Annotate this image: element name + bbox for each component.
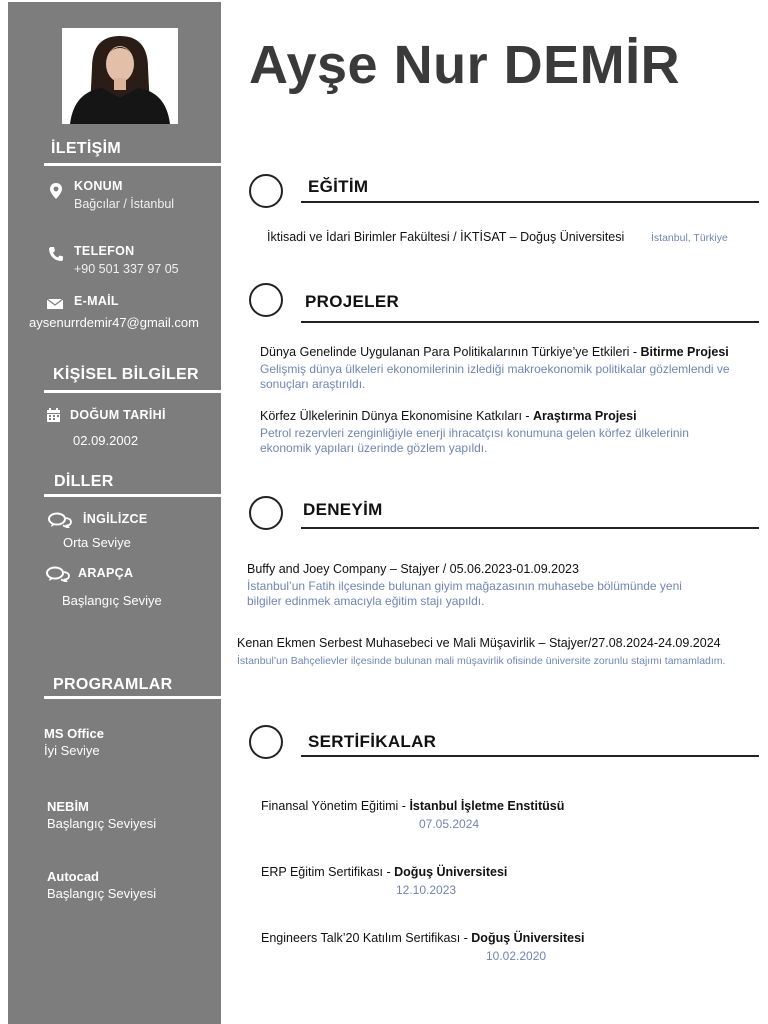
education-title: EĞİTİM [308,177,369,196]
experience-1-desc: İstanbul’un Fatih ilçesinde bulunan giyim mağazasının muhasebe bölümünde yeni bilgiler edinmek amacıyla eğitim stajı yapıldı. [247,579,682,608]
certificate-3-date: 10.02.2020 [486,949,547,963]
experience-circle [249,496,283,530]
birth-label: DOĞUM TARİHİ [70,408,166,422]
personal-divider [44,390,221,393]
certificate-3-org: Doğuş Üniversitesi [471,931,585,945]
location-pin-icon [48,182,64,198]
languages-title: DİLLER [54,473,114,490]
language-1-level: Orta Seviye [63,535,131,550]
experience-2-desc: İstanbul’un Bahçelievler ilçesinde bulunan mali müşavirlik ofisinde üniversite zorunlu stajımı tamamladım. [237,655,726,667]
project-2-header [260,409,637,423]
experience-title: DENEYİM [303,500,383,519]
contact-divider [44,163,221,166]
certificate-2-date: 12.10.2023 [396,883,457,897]
project-1-type: Bitirme Projesi [640,345,729,359]
program-2 [47,798,156,832]
project-2-name: Körfez Ülkelerinin Dünya Ekonomisine Katkıları - [260,409,534,423]
projects-circle [249,283,283,317]
profile-photo [62,28,178,124]
project-1-name: Dünya Genelinde Uygulanan Para Politikalarının Türkiye’ye Etkileri - [260,345,641,359]
phone-block [74,244,179,276]
envelope-icon [46,298,62,314]
person-name: Ayşe Nur DEMİR [249,35,681,95]
birth-block [70,408,166,422]
project-1-header [260,345,729,359]
education-divider [301,201,759,203]
chat-bubbles-icon [46,566,62,582]
certificates-circle [249,725,283,759]
location-label: KONUM [74,179,123,193]
projects-title: PROJELER [305,292,400,311]
project-1-desc: Gelişmiş dünya ülkeleri ekonomilerinin izlediği makroekonomik politikalar gözlemlendi ve sonuçları araştırıldı. [260,362,730,391]
email-value[interactable]: aysenurrdemir47@gmail.com [29,315,199,330]
certificate-1 [261,799,564,813]
program-3-level: Başlangıç Seviyesi [47,886,157,901]
certificates-title: SERTİFİKALAR [308,732,437,751]
experience-divider [301,527,759,529]
program-3 [47,868,156,902]
birth-value: 02.09.2002 [73,433,139,448]
contact-title: İLETİŞİM [51,140,121,157]
program-1-name: MS Office [44,726,104,741]
certificate-3-name: Engineers Talk’20 Katılım Sertifikası - [261,931,472,945]
certificate-1-org: İstanbul İşletme Enstitüsü [409,799,565,813]
chat-bubbles-icon [48,512,64,528]
certificates-divider [301,755,759,757]
programs-title: PROGRAMLAR [53,676,173,693]
certificate-1-name: Finansal Yönetim Eğitimi - [261,799,410,813]
email-label [74,294,119,308]
project-2-desc: Petrol rezervleri zenginliğiyle enerji ihracatçısı konumuna gelen körfez ülkelerinin ekonomik yapıları üzerinde gözlem yapıldı. [260,426,689,455]
certificate-1-date: 07.05.2024 [419,817,480,831]
education-location: İstanbul, Türkiye [651,232,728,244]
certificate-2-name: ERP Eğitim Sertifikası - [261,865,395,879]
program-1-level: İyi Seviye [44,743,100,758]
program-3-name: Autocad [47,869,99,884]
phone-icon [48,246,64,262]
experience-2-header: Kenan Ekmen Serbest Muhasebeci ve Mali Müşavirlik – Stajyer/27.08.2024-24.09.2024 [237,636,721,650]
program-2-name: NEBİM [47,799,89,814]
certificate-3 [261,931,585,945]
language-1-name-text: İNGİLİZCE [83,512,148,526]
main-content [221,0,768,1024]
language-2-name-text: ARAPÇA [78,566,134,580]
program-2-level: Başlangıç Seviyesi [47,816,157,831]
email-label-text: E-MAİL [74,294,119,308]
language-1-name [83,512,148,526]
programs-divider [44,696,221,699]
phone-value[interactable]: +90 501 337 97 05 [74,262,179,276]
language-2-level: Başlangıç Seviye [62,593,162,608]
calendar-icon [46,408,62,424]
phone-label: TELEFON [74,244,135,258]
languages-divider [44,494,221,497]
program-1 [44,725,104,759]
projects-divider [301,321,759,323]
location-value: Bağcılar / İstanbul [74,197,175,211]
education-circle [249,174,283,208]
experience-1-header: Buffy and Joey Company – Stajyer / 05.06.2023-01.09.2023 [247,562,579,576]
certificate-2-org: Doğuş Üniversitesi [394,865,508,879]
project-2-type: Araştırma Projesi [533,409,637,423]
certificate-2 [261,865,507,879]
location-block [74,179,174,211]
personal-title: KİŞİSEL BİLGİLER [53,366,199,383]
education-entry: İktisadi ve İdari Birimler Fakültesi / İKTİSAT – Doğuş Üniversitesi [267,230,625,244]
sidebar [8,2,221,1024]
language-2-name [78,566,133,580]
